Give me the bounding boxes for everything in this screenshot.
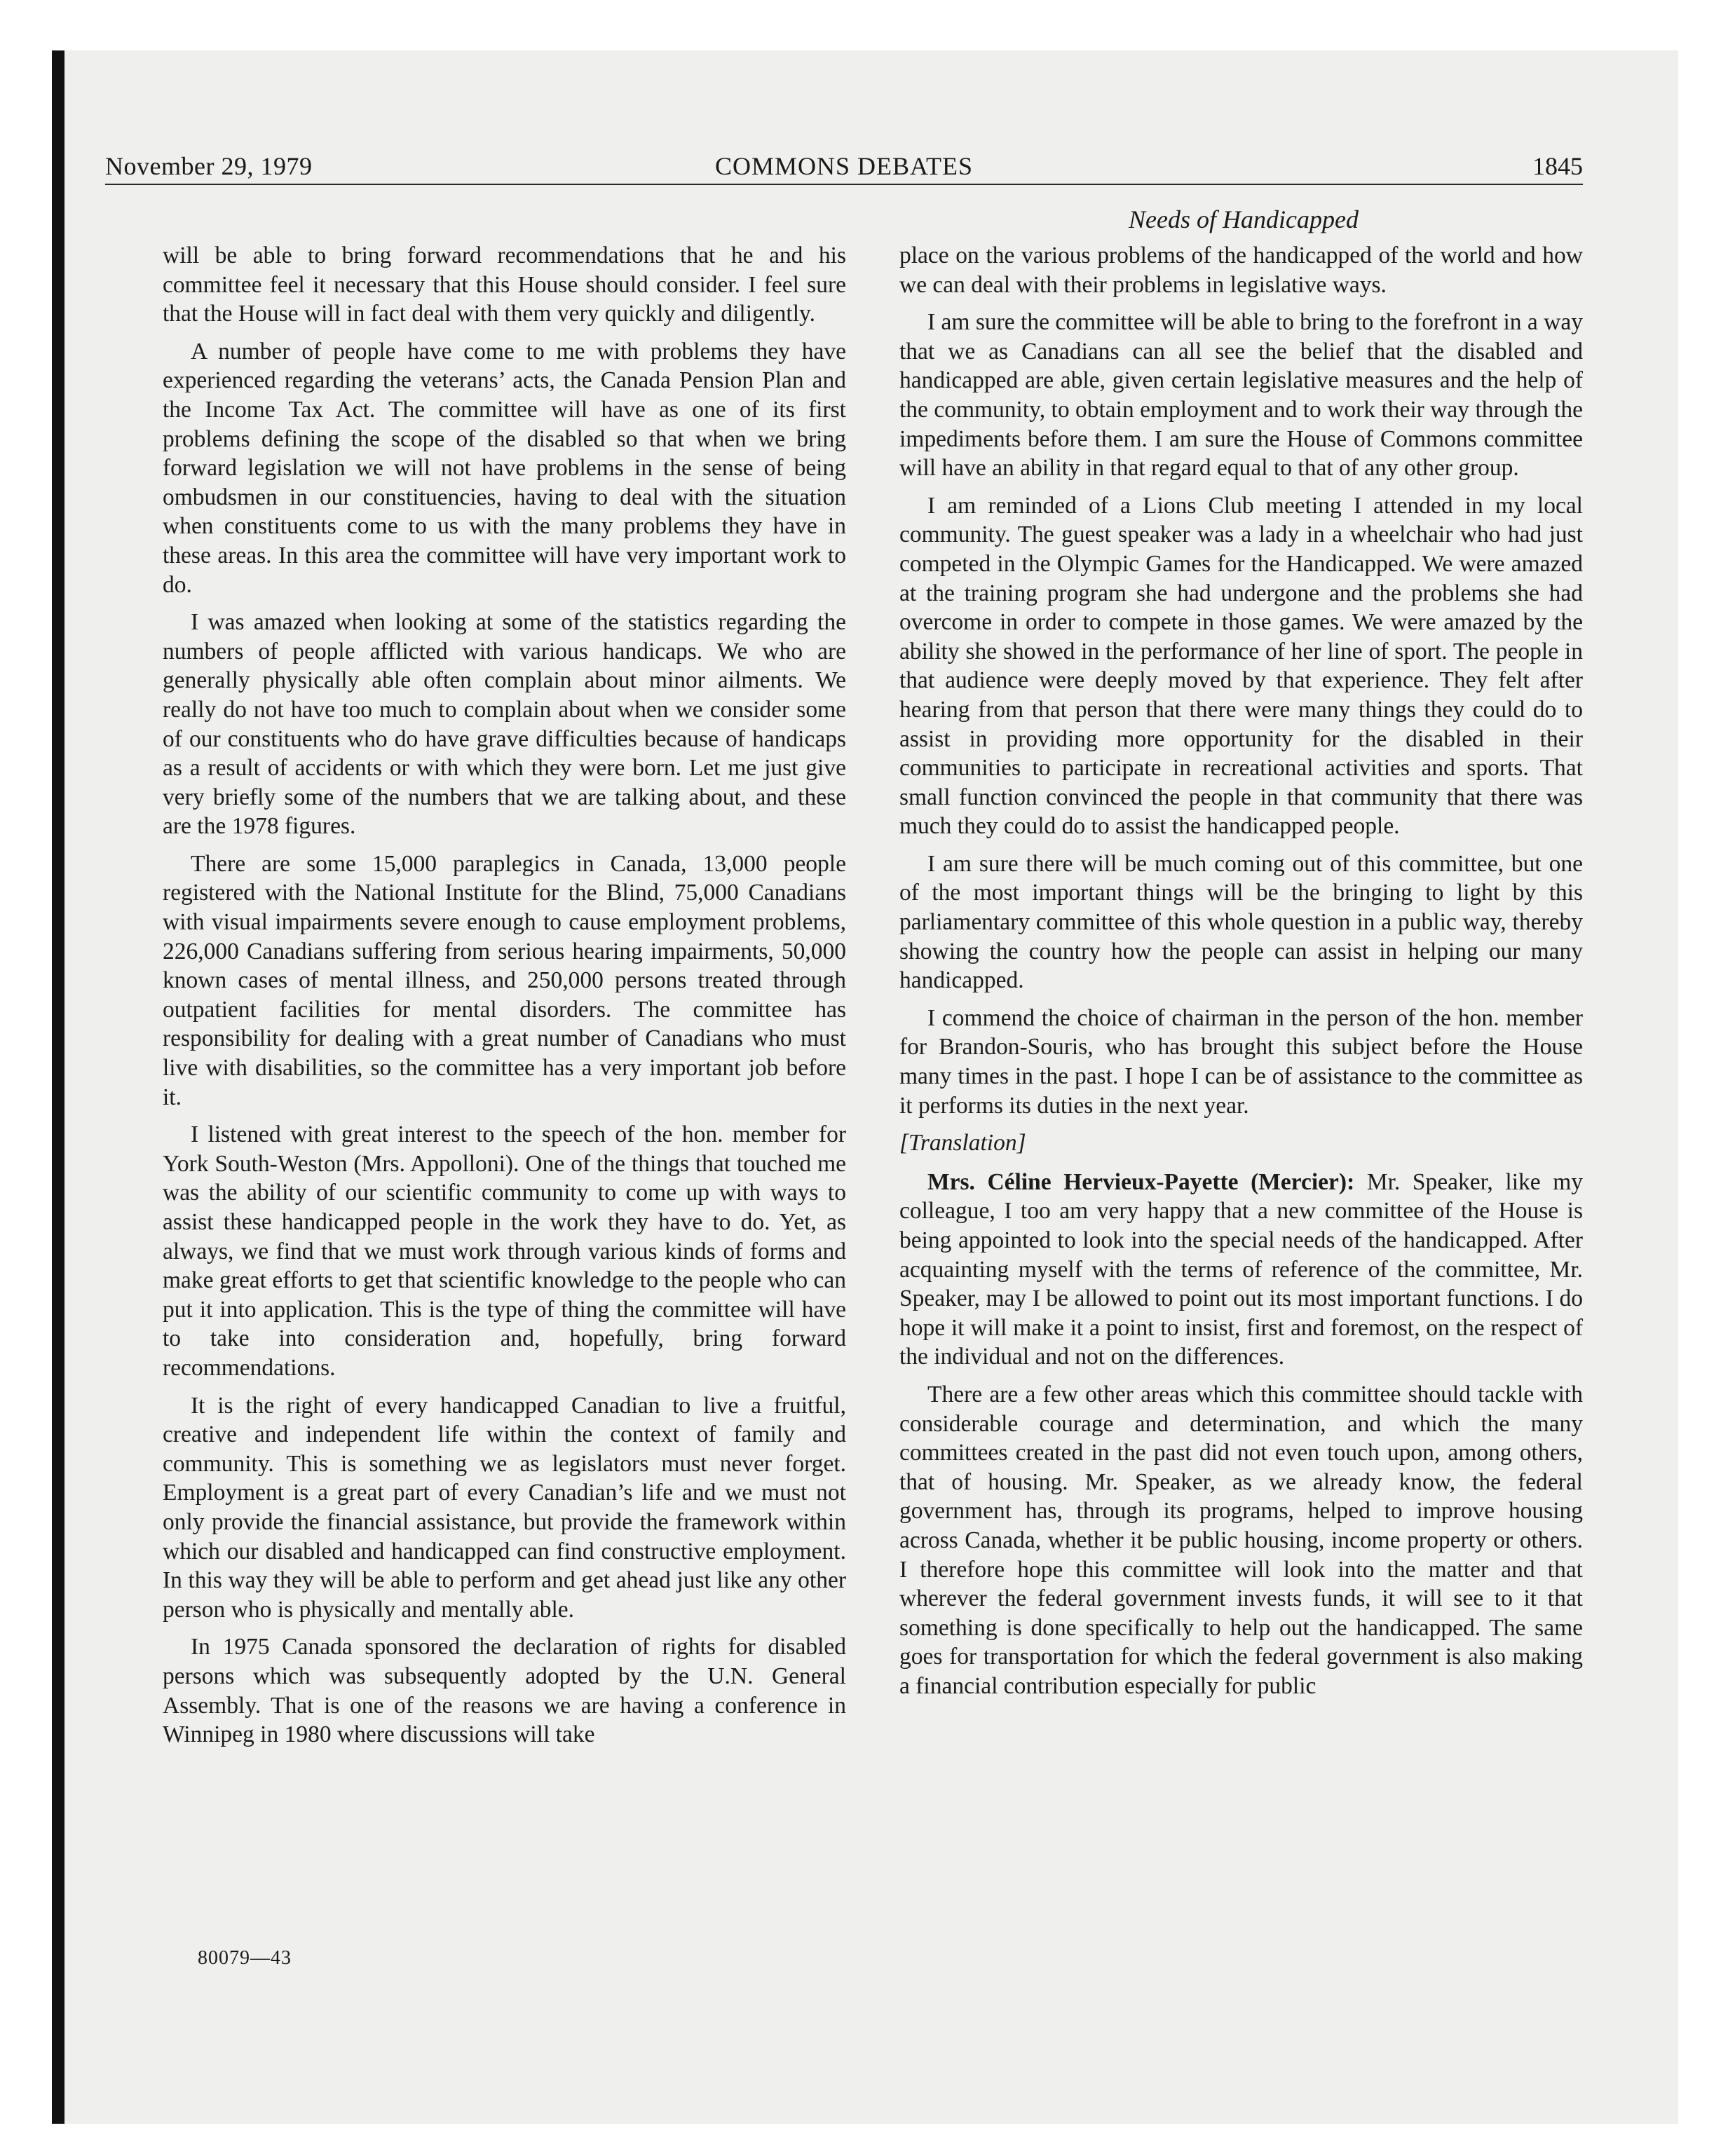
paragraph: In 1975 Canada sponsored the declaration of rights for disabled persons which was subsequently adopted by the U.N. General Assembly. That is one of the reasons we are having a conference in Winnipeg in 1980 where discussions will take <box>163 1634 846 1748</box>
left-column <box>163 241 846 1758</box>
subject-heading: Needs of Handicapped <box>1129 205 1359 233</box>
right-column <box>899 241 1583 1710</box>
paragraph: I am reminded of a Lions Club meeting I attended in my local community. The guest speaker was a lady in a wheelchair who had just competed in the Olympic Games for the Handicapped. We were amazed at the training program she had undergone and the problems she had overcome in order to compete in those games. We were amazed by the ability she showed in the performance of her line of sport. The people in that audience were deeply moved by that experience. They felt after hearing from that person that there were many things they could do to assist in providing more opportunity for the disabled in their communities to participate in recreational activities and sports. That small function convinced the people in that community that there was much they could do to assist the handicapped people. <box>899 492 1583 840</box>
speaker-text: Mr. Speaker, like my colleague, I too am very happy that a new committee of the House is being appointed to look into the special needs of the handicapped. After acquainting myself with the terms of reference of the committee, Mr. Speaker, may I be allowed to point out its most important functions. I do hope it will make it a point to insist, first and foremost, on the respect of the individual and not on the differences. <box>899 1168 1584 1370</box>
header-date: November 29, 1979 <box>105 152 313 180</box>
paragraph: There are a few other areas which this committee should tackle with considerable courage and determination, and which the many committees created in the past did not even touch upon, among others, that of housing. Mr. Speaker, as we already know, the federal government has, through its programs, helped to improve housing across Canada, whether it be public housing, income property or others. I therefore hope this committee will look into the matter and that wherever the federal government invests funds, it will see to it that something is done specifically to help out the handicapped. The same goes for transportation for which the federal government is also making a financial contribution especially for public <box>899 1381 1583 1699</box>
page-header <box>105 102 1583 185</box>
paragraph: I listened with great interest to the speech of the hon. member for York South-Weston (Mrs. Appolloni). One of the things that touched me was the ability of our scientific community to come up with ways to assist these handicapped people in the work they have to do. Yet, as always, we find that we must work through various kinds of forms and make great efforts to get that scientific knowledge to the people who can put it into application. This is the type of thing the committee will have to take into consideration and, hopefully, bring forward recommendations. <box>163 1121 846 1381</box>
translation-label: [Translation] <box>899 1130 1026 1157</box>
speaker-name: Mrs. Céline Hervieux-Payette (Mercier): <box>927 1168 1355 1195</box>
paragraph: I am sure the committee will be able to bring to the forefront in a way that we as Canadians can all see the belief that the disabled and handicapped are able, given certain legislative measures and the help of the community, to obtain employment and to work their way through the impediments before them. I am sure the House of Commons committee will have an ability in that regard equal to that of any other group. <box>899 309 1583 482</box>
paragraph: I am sure there will be much coming out of this committee, but one of the most important things will be the bringing to light by this parliamentary committee of this whole question in a public way, thereby showing the country how the people can assist in helping our many handicapped. <box>899 850 1583 994</box>
paragraph: place on the various problems of the handicapped of the world and how we can deal with their problems in legislative ways. <box>899 243 1583 298</box>
paragraph: There are some 15,000 paraplegics in Canada, 13,000 people registered with the National Institute for the Blind, 75,000 Canadians with visual impairments severe enough to cause employment problems, 226,000 Canadians suffering from serious hearing impairments, 50,000 known cases of mental illness, and 250,000 persons treated through outpatient facilities for mental disorders. The committee has responsibility for dealing with a great number of Canadians who must live with disabilities, so the committee has a very important job before it. <box>163 850 846 1110</box>
footer-code: 80079—43 <box>198 1947 292 1969</box>
header-title: COMMONS DEBATES <box>714 152 974 180</box>
paragraph: will be able to bring forward recommendations that he and his committee feel it necessary that this House should consider. I feel sure that the House will in fact deal with them very quickly and diligently. <box>163 243 846 327</box>
speaker-paragraph <box>899 1168 1583 1372</box>
paragraph: I commend the choice of chairman in the person of the hon. member for Brandon-Souris, who has brought this subject before the House many times in the past. I hope I can be of assistance to the committee as it performs its duties in the next year. <box>899 1004 1583 1119</box>
header-rule <box>105 184 1583 185</box>
paragraph: I was amazed when looking at some of the statistics regarding the numbers of people afflicted with various handicaps. We who are generally physically able often complain about minor ailments. We really do not have too much to complain about when we consider some of our constituents who do have grave difficulties because of handicaps as a result of accidents or with which they were born. Let me just give very briefly some of the numbers that we are talking about, and these are the 1978 figures. <box>163 609 846 840</box>
header-page-number: 1845 <box>1532 152 1583 180</box>
paragraph: It is the right of every handicapped Canadian to live a fruitful, creative and independent life within the context of family and community. This is something we as legislators must never forget. Employment is a great part of every Canadian’s life and we must not only provide the financial assistance, but provide the framework within which our disabled and handicapped can find constructive employment. In this way they will be able to perform and get ahead just like any other person who is physically and mentally able. <box>163 1392 846 1623</box>
paragraph: A number of people have come to me with problems they have experienced regarding the veterans’ acts, the Canada Pension Plan and the Income Tax Act. The committee will have as one of its first problems defining the scope of the disabled so that when we bring forward legislation we will not have problems in the sense of being ombudsmen in our constituencies, having to deal with the situation when constituents come to us with the many problems they have in these areas. In this area the committee will have very important work to do. <box>163 338 846 598</box>
